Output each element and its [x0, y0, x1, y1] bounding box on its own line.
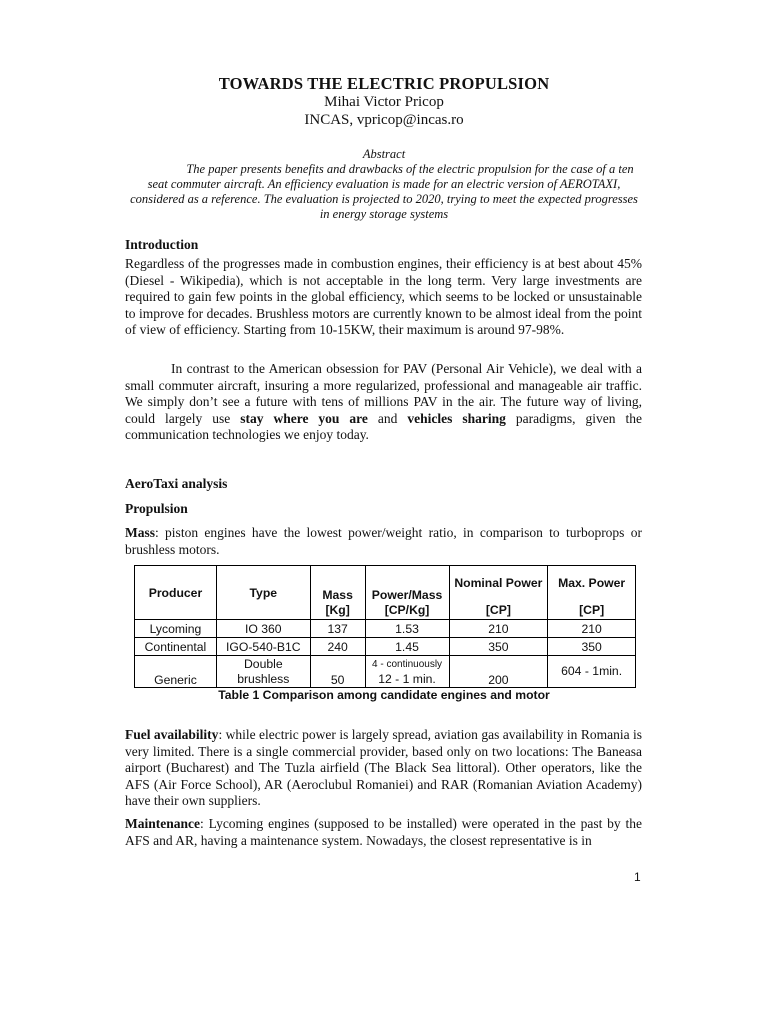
cell-producer: Continental — [135, 638, 217, 656]
header-mass: Mass — [310, 566, 365, 602]
cell-mass: 240 — [310, 638, 365, 656]
power-mass-continuous: 4 - continuously — [372, 658, 443, 670]
table-row — [135, 638, 636, 656]
header-nominal-power: Nominal Power — [449, 566, 548, 602]
intro-paragraph-2 — [125, 361, 642, 444]
maintenance-label: Maintenance — [125, 816, 200, 831]
intro-p2-bold-2: vehicles sharing — [407, 410, 506, 426]
header-power-mass: Power/Mass — [365, 566, 449, 602]
abstract-heading: Abstract — [362, 147, 406, 161]
cell-max-power: 350 — [548, 638, 636, 656]
abstract-body — [124, 162, 644, 222]
unit-mass: [Kg] — [310, 602, 365, 620]
cell-power-mass — [365, 656, 449, 688]
cell-nominal-power: 210 — [449, 620, 548, 638]
engine-comparison-table-wrap — [134, 565, 636, 688]
cell-max-power: 604 - 1min. — [548, 656, 636, 688]
cell-producer: Generic — [135, 656, 217, 688]
cell-max-power: 210 — [548, 620, 636, 638]
engine-comparison-table — [134, 565, 636, 688]
fuel-text: : while electric power is largely spread, aviation gas availability in Romania is very limited. There is a single commercial provider, based only on two locations: The Baneasa airport (Bucharest) and The Tuzla airfield (The Black Sea littoral). Other operators, like the AFS (Air Force School), AR (Aeroclubul Romaniei) and RAR (Romanian Aviation Academy) have their own suppliers. — [125, 727, 642, 809]
introduction-heading: Introduction — [125, 237, 199, 252]
unit-max-power: [CP] — [548, 602, 636, 620]
cell-type: IO 360 — [216, 620, 310, 638]
cell-nominal-power: 200 — [449, 656, 548, 688]
unit-nominal-power: [CP] — [449, 602, 548, 620]
mass-label: Mass — [125, 525, 155, 540]
author-affiliation: INCAS, vpricop@incas.ro — [304, 112, 464, 128]
table-header-row — [135, 566, 636, 602]
propulsion-heading: Propulsion — [125, 501, 188, 516]
cell-mass: 50 — [310, 656, 365, 688]
author-name: Mihai Victor Pricop — [324, 94, 444, 110]
paper-title: TOWARDS THE ELECTRIC PROPULSION — [218, 74, 550, 93]
cell-power-mass: 1.53 — [365, 620, 449, 638]
unit-power-mass: [CP/Kg] — [365, 602, 449, 620]
maintenance-paragraph — [125, 816, 642, 849]
intro-p2-bold-1: stay where you are — [240, 410, 368, 426]
table-row — [135, 620, 636, 638]
cell-type: Double brushless — [216, 656, 310, 688]
header-max-power: Max. Power — [548, 566, 636, 602]
cell-type: IGO-540-B1C — [216, 638, 310, 656]
cell-producer: Lycoming — [135, 620, 217, 638]
intro-paragraph-1: Regardless of the progresses made in combustion engines, their efficiency is at best about 45% (Diesel - Wikipedia), which is not acceptable in the long term. Very large investments are required to gain few points in the global efficiency, which seems to be locked or unsustainable to improve for decades. Brushless motors are currently known to be almost ideal from the point of view of efficiency. Starting from 10-15KW, their maximum is around 97-98%. — [125, 256, 642, 338]
fuel-label: Fuel availability — [125, 727, 219, 742]
table-caption: Table 1 Comparison among candidate engines and motor — [218, 688, 550, 702]
intro-p2-text-a: In contrast to the American obsession for PAV (Personal Air Vehicle), we deal with a small commuter aircraft, insuring a more regularized, professional and manageable air traffic. We simply don’t see a future with tens of millions PAV in the air. The future way of living, could largely use — [125, 361, 642, 426]
aerotaxi-heading: AeroTaxi analysis — [125, 476, 228, 491]
table-row — [135, 656, 636, 688]
fuel-paragraph — [125, 727, 642, 810]
intro-p2-text-b: paradigms, given the communication technologies we enjoy today. — [125, 410, 642, 443]
cell-mass: 137 — [310, 620, 365, 638]
mass-text: : piston engines have the lowest power/weight ratio, in comparison to turboprops or brushless motors. — [125, 525, 642, 557]
header-type: Type — [216, 566, 310, 620]
intro-p2-and: and — [367, 410, 408, 426]
power-mass-peak: 12 - 1 min. — [378, 671, 436, 686]
header-producer: Producer — [135, 566, 217, 620]
page-number: 1 — [634, 870, 641, 884]
cell-power-mass: 1.45 — [365, 638, 449, 656]
cell-nominal-power: 350 — [449, 638, 548, 656]
mass-paragraph — [125, 525, 642, 558]
abstract-text: The paper presents benefits and drawbacks of the electric propulsion for the case of a ten seat commuter aircraft. An efficiency evaluation is made for an electric version of AEROTAXI, considered as a reference. The evaluation is projected to 2020, trying to meet the expected progresses in energy storage systems — [130, 162, 638, 221]
maintenance-text: : Lycoming engines (supposed to be installed) were operated in the past by the AFS and AR, having a maintenance system. Nowadays, the closest representative is in — [125, 816, 642, 848]
